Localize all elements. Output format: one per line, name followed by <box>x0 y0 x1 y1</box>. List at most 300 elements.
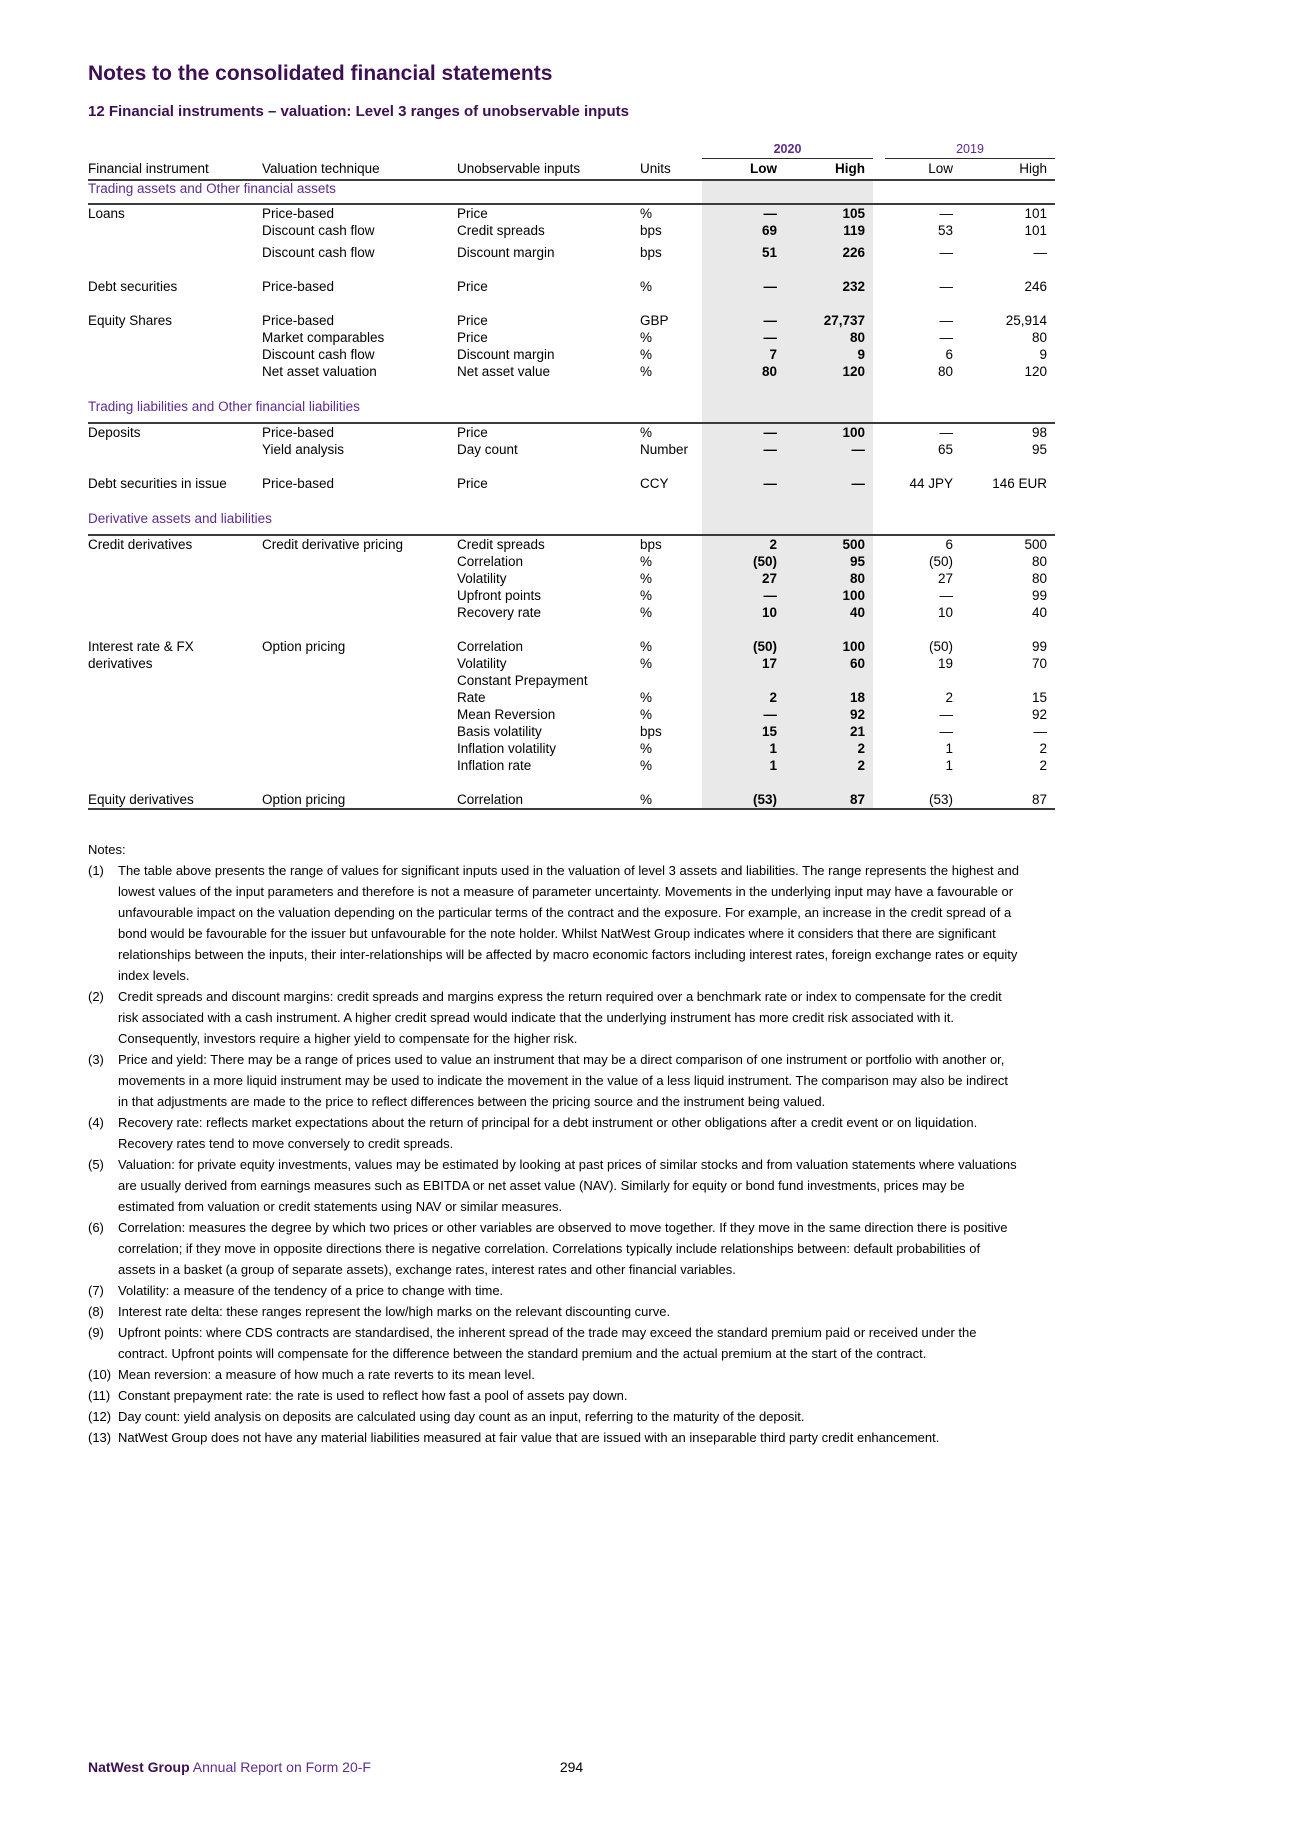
cell-2019-high: 80 <box>1031 330 1047 345</box>
cell-2019-low: 27 <box>937 571 953 586</box>
note-text: Upfront points: where CDS contracts are standardised, the inherent spread of the trade may exceed the standard premium paid or received under the contract. Upfront points will compensate for the difference between the standard premium and the actual premium at the start of the contract. <box>118 1325 977 1361</box>
cell-2020-high: — <box>785 475 873 492</box>
cell-2019-low: (50) <box>928 639 953 654</box>
plain-cell <box>873 774 1055 791</box>
cell-unobservable-input: Price <box>457 313 488 328</box>
cell-2019-low: 44 JPY <box>909 476 953 491</box>
cell-financial-instrument: Interest rate & FX derivatives <box>88 639 194 671</box>
gray-band-cell <box>702 295 873 312</box>
cell-units: GBP <box>640 313 669 328</box>
cell-valuation-technique: Market comparables <box>262 330 385 345</box>
note-text: Credit spreads and discount margins: credit spreads and margins express the return required over a benchmark rate or index to compensate for the credit risk associated with a cash instrument. A higher credit spread would indicate that the underlying instrument has more credit risk associated with it. Consequently, investors require a higher yield to compensate for the higher risk. <box>118 989 1002 1046</box>
note-item <box>88 860 1020 986</box>
cell-units: % <box>640 571 653 586</box>
note-item <box>88 1301 1020 1322</box>
year-2020-cell <box>702 142 873 161</box>
cell-financial-instrument <box>88 757 262 774</box>
cell-2019-low: 19 <box>937 656 953 671</box>
cell-2019-high: 98 <box>1031 425 1047 440</box>
cell-2020-low: — <box>702 423 785 441</box>
cell-units: % <box>640 554 653 569</box>
column-header-row <box>88 161 1055 180</box>
cell-2019-low: (53) <box>928 792 953 807</box>
cell-financial-instrument <box>88 672 262 689</box>
cell-valuation-technique: Price-based <box>262 476 335 491</box>
table-row <box>88 204 1055 222</box>
cell-2019-low: — <box>939 245 953 260</box>
year-header-row <box>88 142 1055 161</box>
note-number: (6) <box>88 1220 104 1235</box>
note-item <box>88 1385 1020 1406</box>
table-row <box>88 363 1055 380</box>
cell-2019-high: 146 EUR <box>992 476 1047 491</box>
table-row <box>88 570 1055 587</box>
cell-units: % <box>640 758 653 773</box>
cell-units: % <box>640 588 653 603</box>
cell-unobservable-input: Volatility <box>457 571 507 586</box>
cell-2020-high: 95 <box>785 553 873 570</box>
plain-cell <box>873 399 1055 423</box>
table-section-row <box>88 511 1055 535</box>
colhead-units: Units <box>640 161 702 180</box>
cell-valuation-technique: Price-based <box>262 206 335 221</box>
table-row <box>88 244 1055 261</box>
table-row <box>88 587 1055 604</box>
cell-2020-low: (50) <box>702 553 785 570</box>
cell-valuation-technique <box>262 570 457 587</box>
spacer-cell <box>88 774 702 791</box>
cell-unobservable-input: Price <box>457 476 488 491</box>
cell-financial-instrument <box>88 723 262 740</box>
cell-2020-low: 51 <box>702 244 785 261</box>
colhead-2019-low: Low <box>873 161 961 180</box>
page-content <box>88 0 1055 1448</box>
cell-2020-high: 100 <box>785 423 873 441</box>
cell-valuation-technique: Discount cash flow <box>262 347 375 362</box>
cell-unobservable-input: Discount margin <box>457 347 555 362</box>
year-2019-cell <box>873 142 1055 161</box>
note-number: (4) <box>88 1115 104 1130</box>
table-row <box>88 329 1055 346</box>
cell-units: Number <box>640 442 689 457</box>
table-row <box>88 278 1055 295</box>
note-number: (12) <box>88 1409 112 1424</box>
table-row <box>88 689 1055 706</box>
cell-2019-high: 95 <box>1031 442 1047 457</box>
plain-cell <box>873 261 1055 278</box>
footer-brand: NatWest Group <box>88 1759 190 1775</box>
cell-financial-instrument: Deposits <box>88 425 141 440</box>
cell-financial-instrument <box>88 441 262 458</box>
cell-2020-high: 120 <box>785 363 873 380</box>
note-text: Interest rate delta: these ranges represent the low/high marks on the relevant discounting curve. <box>118 1304 671 1319</box>
cell-2020-high: 119 <box>785 222 873 239</box>
cell-2019-low: — <box>939 330 953 345</box>
cell-2020-high: 40 <box>785 604 873 621</box>
gray-band-cell <box>702 492 873 511</box>
cell-valuation-technique: Price-based <box>262 279 335 294</box>
cell-2019-high: — <box>1033 724 1047 739</box>
cell-financial-instrument <box>88 706 262 723</box>
cell-2020-low: 1 <box>702 740 785 757</box>
cell-2020-high: 2 <box>785 757 873 774</box>
cell-2020-low: 17 <box>702 655 785 672</box>
cell-valuation-technique: Option pricing <box>262 639 346 654</box>
cell-valuation-technique: Discount cash flow <box>262 245 375 260</box>
cell-2020-low: (53) <box>702 791 785 809</box>
cell-2019-high: 246 <box>1024 279 1047 294</box>
note-item <box>88 1364 1020 1385</box>
cell-financial-instrument <box>88 346 262 363</box>
cell-unobservable-input: Rate <box>457 690 486 705</box>
gray-band-cell <box>702 621 873 638</box>
spacer-row <box>88 458 1055 475</box>
cell-financial-instrument <box>88 689 262 706</box>
cell-2020-high: 2 <box>785 740 873 757</box>
cell-2019-low: 1 <box>945 741 953 756</box>
note-item <box>88 1427 1020 1448</box>
cell-2019-high: 70 <box>1031 656 1047 671</box>
cell-2020-high: 232 <box>785 278 873 295</box>
cell-2019-high: 87 <box>1031 792 1047 807</box>
cell-units: bps <box>640 223 662 238</box>
gray-band-cell <box>702 399 873 423</box>
cell-financial-instrument: Loans <box>88 206 125 221</box>
cell-2019-high: 99 <box>1031 588 1047 603</box>
cell-2019-high: 9 <box>1039 347 1047 362</box>
cell-units: % <box>640 639 653 654</box>
spacer-cell <box>88 492 702 511</box>
cell-valuation-technique: Credit derivative pricing <box>262 537 404 552</box>
cell-2020-high: — <box>785 441 873 458</box>
note-item <box>88 1217 1020 1280</box>
cell-unobservable-input: Correlation <box>457 792 524 807</box>
cell-2019-low: — <box>939 313 953 328</box>
cell-2020-low: 80 <box>702 363 785 380</box>
cell-2020-low: 2 <box>702 535 785 553</box>
cell-financial-instrument: Debt securities in issue <box>88 476 227 491</box>
cell-units: % <box>640 792 653 807</box>
note-item <box>88 1406 1020 1427</box>
cell-valuation-technique: Price-based <box>262 313 335 328</box>
cell-2019-high: 2 <box>1039 758 1047 773</box>
spacer-cell <box>88 261 702 278</box>
cell-units: % <box>640 206 653 221</box>
note-number: (8) <box>88 1304 104 1319</box>
note-text: Day count: yield analysis on deposits are calculated using day count as an input, referring to the maturity of the deposit. <box>118 1409 805 1424</box>
plain-cell <box>873 511 1055 535</box>
cell-unobservable-input: Credit spreads <box>457 223 545 238</box>
year-2020-label: 2020 <box>702 142 873 159</box>
year-2019-label: 2019 <box>885 142 1055 159</box>
colhead-2020-low: Low <box>702 161 785 180</box>
colhead-unobservable-inputs: Unobservable inputs <box>457 161 640 180</box>
cell-2020-high: 87 <box>785 791 873 809</box>
valuation-table <box>88 142 1055 810</box>
cell-2020-high: 100 <box>785 587 873 604</box>
cell-2019-high: 80 <box>1031 554 1047 569</box>
footer-report-title: Annual Report on Form 20-F <box>192 1759 371 1775</box>
plain-cell <box>873 295 1055 312</box>
cell-2019-high: — <box>1033 245 1047 260</box>
note-number: (3) <box>88 1052 104 1067</box>
cell-units <box>640 672 702 689</box>
cell-2019-low: — <box>939 206 953 221</box>
page-title: Notes to the consolidated financial statements <box>88 62 553 85</box>
cell-unobservable-input: Price <box>457 279 488 294</box>
cell-units: % <box>640 347 653 362</box>
cell-units: % <box>640 279 653 294</box>
cell-financial-instrument <box>88 740 262 757</box>
cell-unobservable-input: Basis volatility <box>457 724 542 739</box>
cell-2019-high: 40 <box>1031 605 1047 620</box>
colhead-valuation-technique: Valuation technique <box>262 161 457 180</box>
section-label: Trading assets and Other financial assets <box>88 180 702 204</box>
cell-2019-low: 65 <box>937 442 953 457</box>
cell-2019-low: 6 <box>945 347 953 362</box>
cell-2020-low: 1 <box>702 757 785 774</box>
gray-band-cell <box>702 380 873 399</box>
plain-cell <box>873 458 1055 475</box>
plain-cell <box>873 180 1055 204</box>
cell-valuation-technique <box>262 553 457 570</box>
table-row <box>88 604 1055 621</box>
cell-financial-instrument: Equity derivatives <box>88 792 194 807</box>
table-row <box>88 791 1055 809</box>
note-number: (11) <box>88 1388 111 1403</box>
cell-2020-high <box>785 672 873 689</box>
cell-units: % <box>640 690 653 705</box>
cell-2020-low: 27 <box>702 570 785 587</box>
cell-2020-high: 226 <box>785 244 873 261</box>
spacer-cell <box>88 458 702 475</box>
cell-2020-low: — <box>702 706 785 723</box>
cell-valuation-technique: Net asset valuation <box>262 364 377 379</box>
cell-valuation-technique <box>262 655 457 672</box>
cell-valuation-technique <box>262 740 457 757</box>
cell-unobservable-input: Price <box>457 206 488 221</box>
section-label: Derivative assets and liabilities <box>88 511 702 535</box>
note-number: (5) <box>88 1157 104 1172</box>
cell-2019-low: 6 <box>945 537 953 552</box>
spacer-row <box>88 492 1055 511</box>
cell-unobservable-input: Net asset value <box>457 364 551 379</box>
cell-2020-high: 27,737 <box>785 312 873 329</box>
cell-units: % <box>640 656 653 671</box>
cell-2019-high: 92 <box>1031 707 1047 722</box>
table-row <box>88 535 1055 553</box>
cell-units: bps <box>640 245 662 260</box>
cell-2020-high: 80 <box>785 329 873 346</box>
cell-unobservable-input: Correlation <box>457 639 524 654</box>
cell-valuation-technique <box>262 757 457 774</box>
cell-unobservable-input: Price <box>457 425 488 440</box>
colhead-2019-high: High <box>961 161 1055 180</box>
cell-units: % <box>640 425 653 440</box>
cell-2019-low: 1 <box>945 758 953 773</box>
note-text: Volatility: a measure of the tendency of a price to change with time. <box>118 1283 504 1298</box>
table-row <box>88 441 1055 458</box>
cell-valuation-technique: Option pricing <box>262 792 346 807</box>
gray-band-cell <box>702 261 873 278</box>
gray-band-cell <box>702 511 873 535</box>
cell-units: bps <box>640 724 662 739</box>
cell-unobservable-input: Credit spreads <box>457 537 545 552</box>
cell-units: CCY <box>640 476 669 491</box>
cell-2019-high: 101 <box>1024 223 1047 238</box>
cell-financial-instrument <box>88 329 262 346</box>
cell-2020-low: — <box>702 312 785 329</box>
cell-2019-high: 120 <box>1024 364 1047 379</box>
cell-2019-high: 101 <box>1024 206 1047 221</box>
cell-2019-low <box>873 672 961 689</box>
cell-2020-high: 500 <box>785 535 873 553</box>
spacer-cell <box>88 380 702 399</box>
cell-2020-high: 21 <box>785 723 873 740</box>
colhead-2020-high: High <box>785 161 873 180</box>
cell-2019-low: — <box>939 724 953 739</box>
cell-2019-low: — <box>939 279 953 294</box>
cell-financial-instrument <box>88 363 262 380</box>
note-item <box>88 1280 1020 1301</box>
cell-financial-instrument <box>88 587 262 604</box>
cell-financial-instrument <box>88 244 262 261</box>
cell-2019-low: 80 <box>937 364 953 379</box>
table-row <box>88 757 1055 774</box>
cell-financial-instrument: Equity Shares <box>88 313 173 328</box>
page-footer <box>88 1759 1055 1775</box>
note-number: (7) <box>88 1283 104 1298</box>
note-number: (9) <box>88 1325 104 1340</box>
note-number: (10) <box>88 1367 112 1382</box>
table-row <box>88 672 1055 689</box>
note-text: Mean reversion: a measure of how much a rate reverts to its mean level. <box>118 1367 535 1382</box>
cell-unobservable-input: Discount margin <box>457 245 555 260</box>
cell-unobservable-input: Upfront points <box>457 588 542 603</box>
cell-financial-instrument: Debt securities <box>88 279 178 294</box>
cell-valuation-technique: Discount cash flow <box>262 223 375 238</box>
cell-2020-high: 105 <box>785 204 873 222</box>
cell-2020-low: — <box>702 441 785 458</box>
cell-unobservable-input: Inflation rate <box>457 758 532 773</box>
cell-2019-low: — <box>939 707 953 722</box>
page-number: 294 <box>559 1759 584 1775</box>
notes-section <box>88 839 1020 1448</box>
spacer-cell <box>88 621 702 638</box>
cell-units: % <box>640 741 653 756</box>
cell-2020-low: — <box>702 278 785 295</box>
gray-band-cell <box>702 180 873 204</box>
cell-2020-low: — <box>702 587 785 604</box>
table-row <box>88 312 1055 329</box>
note-number: (13) <box>88 1430 112 1445</box>
cell-units: % <box>640 330 653 345</box>
cell-unobservable-input: Correlation <box>457 554 524 569</box>
cell-2019-low: 2 <box>945 690 953 705</box>
cell-2020-low: 69 <box>702 222 785 239</box>
table-row <box>88 475 1055 492</box>
note-item <box>88 1322 1020 1364</box>
plain-cell <box>873 492 1055 511</box>
cell-valuation-technique <box>262 689 457 706</box>
cell-2020-low: 15 <box>702 723 785 740</box>
notes-list <box>88 860 1020 1448</box>
cell-2019-low: (50) <box>928 554 953 569</box>
colhead-financial-instrument: Financial instrument <box>88 161 262 180</box>
spacer-row <box>88 261 1055 278</box>
note-text: The table above presents the range of values for significant inputs used in the valuation of level 3 assets and liabilities. The range represents the highest and lowest values of the input parameters and therefore is not a measure of parameter uncertainty. Movements in the underlying input may have a favourable or unfavourable impact on the valuation depending on the particular terms of the contract and the exposure. For example, an increase in the credit spread of a bond would be favourable for the issuer but unfavourable for the note holder. Whilst NatWest Group indicates where it considers that there are significant relationships between the inputs, their inter-relationships will be affected by macro economic factors including interest rates, foreign exchange rates or equity index levels. <box>118 863 1019 983</box>
cell-2019-low: — <box>939 588 953 603</box>
cell-units: bps <box>640 537 662 552</box>
cell-unobservable-input: Mean Reversion <box>457 707 556 722</box>
note-number: (2) <box>88 989 104 1004</box>
table-row <box>88 706 1055 723</box>
cell-financial-instrument <box>88 604 262 621</box>
note-item <box>88 1049 1020 1112</box>
note-text: Constant prepayment rate: the rate is used to reflect how fast a pool of assets pay down. <box>118 1388 628 1403</box>
spacer-row <box>88 774 1055 791</box>
table-section-row <box>88 180 1055 204</box>
spacer-row <box>88 380 1055 399</box>
cell-unobservable-input: Recovery rate <box>457 605 542 620</box>
cell-valuation-technique <box>262 587 457 604</box>
cell-units: % <box>640 605 653 620</box>
cell-unobservable-input: Day count <box>457 442 518 457</box>
cell-unobservable-input: Constant Prepayment <box>457 673 588 688</box>
spacer-cell <box>88 295 702 312</box>
notes-heading: Notes: <box>88 842 126 857</box>
table-row <box>88 346 1055 363</box>
cell-2019-low: 53 <box>937 223 953 238</box>
note-item <box>88 1154 1020 1217</box>
note-text: NatWest Group does not have any material liabilities measured at fair value that are issued with an inseparable third party credit enhancement. <box>118 1430 940 1445</box>
table-row <box>88 638 1055 655</box>
cell-2020-high: 92 <box>785 706 873 723</box>
cell-2020-low: 7 <box>702 346 785 363</box>
cell-valuation-technique <box>262 604 457 621</box>
cell-2020-low: 2 <box>702 689 785 706</box>
section-title: 12 Financial instruments – valuation: Level 3 ranges of unobservable inputs <box>88 103 629 120</box>
note-item <box>88 1112 1020 1154</box>
cell-unobservable-input: Volatility <box>457 656 507 671</box>
spacer-row <box>88 295 1055 312</box>
spacer-row <box>88 621 1055 638</box>
note-number: (1) <box>88 863 104 878</box>
cell-valuation-technique <box>262 706 457 723</box>
note-text: Valuation: for private equity investments, values may be estimated by looking at past prices of similar stocks and from valuation statements where valuations are usually derived from earnings measures such as EBITDA or net asset value (NAV). Similarly for equity or bond fund investments, prices may be estimated from valuation or credit statements using NAV or similar measures. <box>118 1157 1017 1214</box>
cell-financial-instrument <box>88 553 262 570</box>
plain-cell <box>873 380 1055 399</box>
gray-band-cell <box>702 774 873 791</box>
note-text: Price and yield: There may be a range of prices used to value an instrument that may be a direct comparison of one instrument or portfolio with another or, movements in a more liquid instrument may be used to indicate the movement in the value of a less liquid instrument. The comparison may also be indirect in that adjustments are made to the price to reflect differences between the pricing source and the instrument being valued. <box>118 1052 1008 1109</box>
cell-valuation-technique: Yield analysis <box>262 442 345 457</box>
cell-2020-low: — <box>702 204 785 222</box>
cell-2020-high: 18 <box>785 689 873 706</box>
plain-cell <box>873 621 1055 638</box>
cell-financial-instrument <box>88 222 262 239</box>
cell-2020-high: 9 <box>785 346 873 363</box>
note-text: Correlation: measures the degree by which two prices or other variables are observed to move together. If they move in the same direction there is positive correlation; if they move in opposite directions there is negative correlation. Correlations typically include relationships between: default probabilities of assets in a basket (a group of separate assets), exchange rates, interest rates and other financial variables. <box>118 1220 1008 1277</box>
cell-2019-high: 15 <box>1031 690 1047 705</box>
cell-2020-high: 100 <box>785 638 873 655</box>
cell-valuation-technique: Price-based <box>262 425 335 440</box>
table-row <box>88 723 1055 740</box>
table-row <box>88 222 1055 239</box>
cell-2020-low: — <box>702 475 785 492</box>
cell-unobservable-input: Inflation volatility <box>457 741 557 756</box>
cell-2020-low: 10 <box>702 604 785 621</box>
cell-2020-high: 60 <box>785 655 873 672</box>
